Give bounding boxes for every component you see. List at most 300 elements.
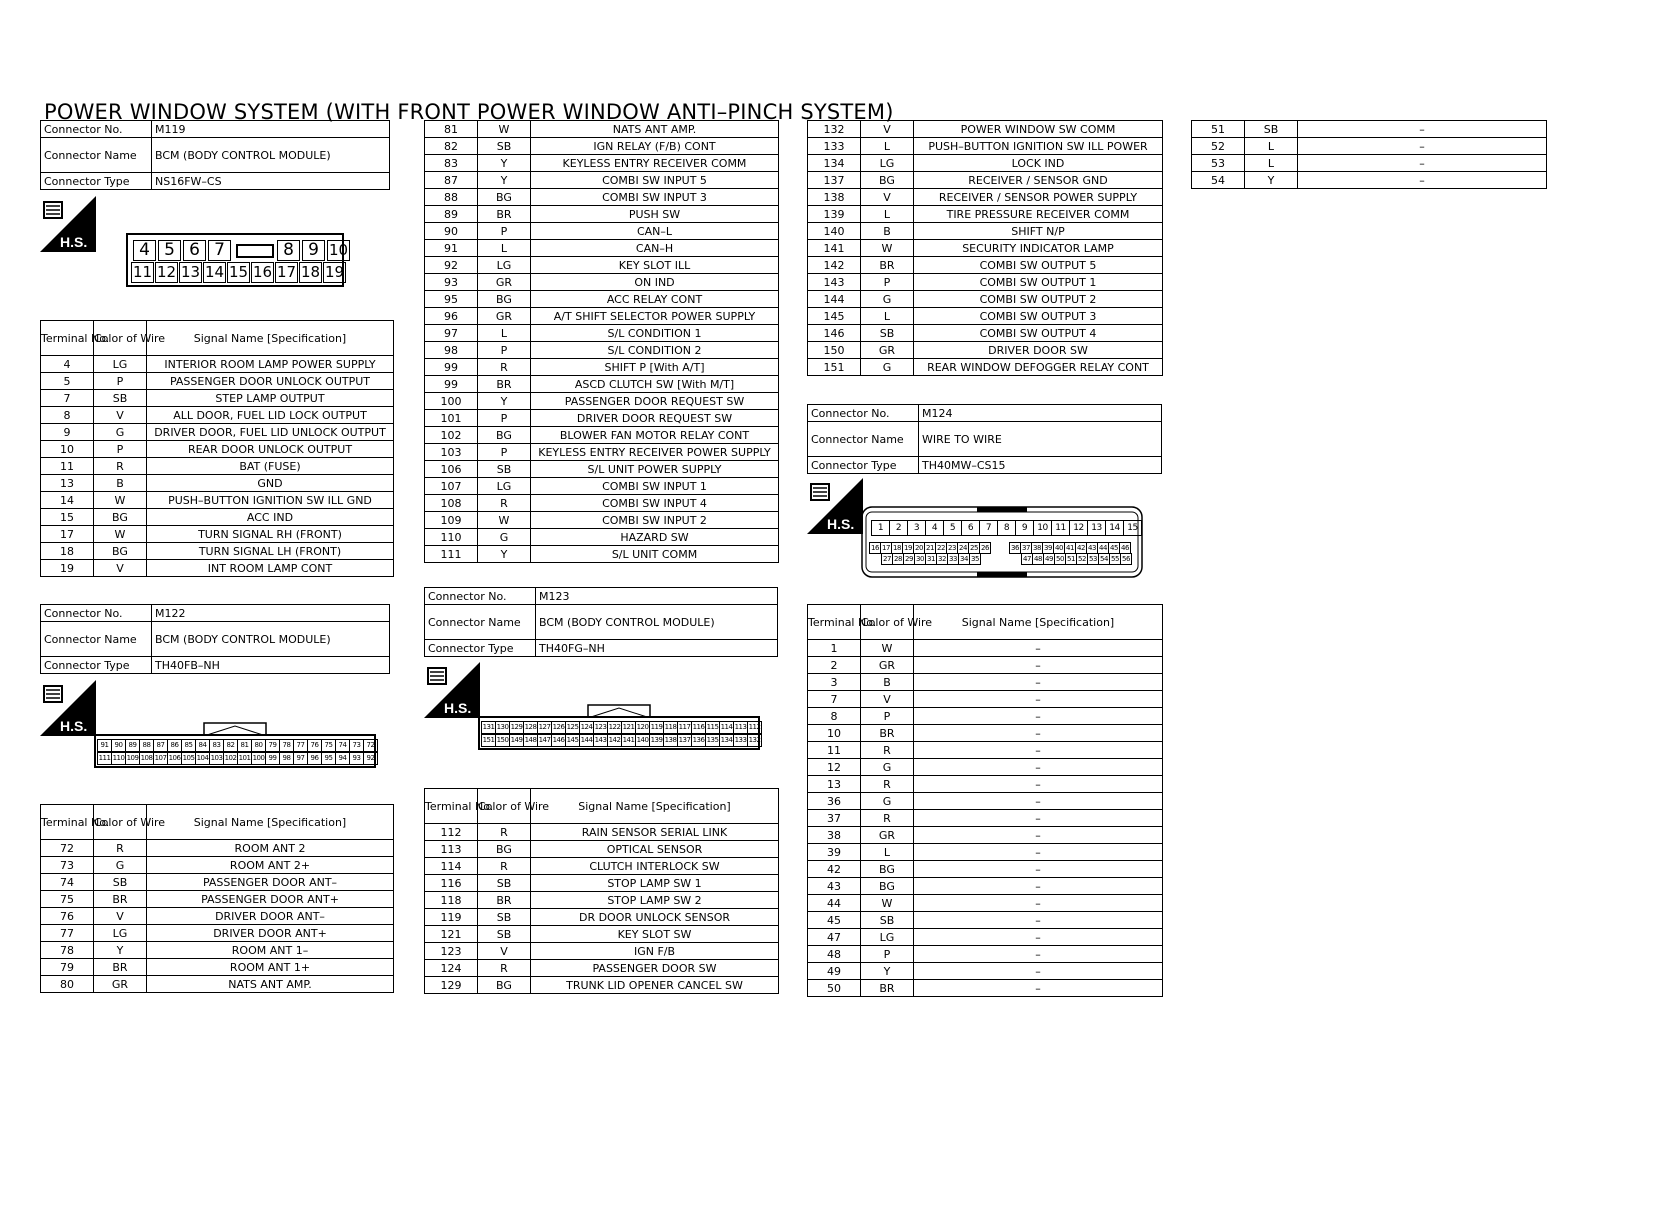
terminal-no-cell: 113 [425, 841, 478, 858]
table-row [808, 759, 1163, 776]
signal-name-cell: – [914, 793, 1163, 810]
table-row [425, 206, 779, 223]
table-row [41, 390, 394, 407]
connector-type-value: NS16FW–CS [152, 173, 390, 190]
wire-color-cell: SB [478, 875, 531, 892]
table-row [808, 793, 1163, 810]
terminal-no-cell: 8 [41, 407, 94, 424]
table-row [41, 560, 394, 577]
terminal-no-cell: 49 [808, 963, 861, 980]
wire-color-cell: GR [861, 657, 914, 674]
wire-color-cell: GR [478, 308, 531, 325]
pin: 12 [156, 263, 177, 281]
terminal-no-cell: 121 [425, 926, 478, 943]
pin: 144 [579, 734, 594, 747]
pin: 126 [551, 721, 566, 734]
signal-name-cell: SHIFT N/P [914, 223, 1163, 240]
table-row [1192, 172, 1547, 189]
signal-name-cell: – [914, 708, 1163, 725]
wire-color-cell: R [478, 960, 531, 977]
pin: 115 [705, 721, 720, 734]
signal-name-cell: DRIVER DOOR, FUEL LID UNLOCK OUTPUT [147, 424, 394, 441]
wire-color-cell: GR [861, 342, 914, 359]
table-row [808, 878, 1163, 895]
pin: 12 [1069, 520, 1088, 536]
wire-color-cell: B [861, 674, 914, 691]
terminal-no-cell: 11 [41, 458, 94, 475]
signal-name-cell: POWER WINDOW SW COMM [914, 121, 1163, 138]
table-row [808, 861, 1163, 878]
signal-name-cell: PASSENGER DOOR ANT+ [147, 891, 394, 908]
wire-color-cell: G [861, 359, 914, 376]
terminal-table-m122 [40, 804, 394, 993]
pin: 84 [195, 739, 210, 752]
wire-color-cell: LG [94, 925, 147, 942]
pin: 49 [1043, 553, 1055, 565]
wire-color-cell: W [861, 240, 914, 257]
pin: 35 [969, 553, 981, 565]
terminal-no-cell: 100 [425, 393, 478, 410]
table-row [425, 478, 779, 495]
pin: 14 [1105, 520, 1124, 536]
table-row [425, 841, 779, 858]
wire-color-cell: BR [94, 959, 147, 976]
pin: 28 [892, 553, 904, 565]
table-row [808, 121, 1163, 138]
signal-name-cell: COMBI SW OUTPUT 4 [914, 325, 1163, 342]
terminal-no-cell: 111 [425, 546, 478, 563]
pin: 6 [961, 520, 980, 536]
connector-info-m124 [807, 404, 1162, 474]
table-row [808, 206, 1163, 223]
pin: 16 [869, 542, 881, 554]
pin: 138 [663, 734, 678, 747]
table-row [425, 172, 779, 189]
pin: 94 [335, 752, 350, 765]
terminal-no-cell: 151 [808, 359, 861, 376]
pin: 142 [607, 734, 622, 747]
pin: 55 [1109, 553, 1121, 565]
pin: 34 [958, 553, 970, 565]
pin: 45 [1108, 542, 1120, 554]
signal-name-cell: – [914, 878, 1163, 895]
terminal-no-cell: 10 [808, 725, 861, 742]
pin: 13 [1087, 520, 1106, 536]
pin: 29 [903, 553, 915, 565]
terminal-no-cell: 48 [808, 946, 861, 963]
signal-name-cell: DRIVER DOOR SW [914, 342, 1163, 359]
signal-name-cell: IGN RELAY (F/B) CONT [531, 138, 779, 155]
table-row [425, 960, 779, 977]
wire-color-cell: R [94, 458, 147, 475]
connector-type-label: Connector Type [41, 657, 152, 674]
pin: 88 [139, 739, 154, 752]
terminal-no-cell: 98 [425, 342, 478, 359]
signal-name-cell: KEYLESS ENTRY RECEIVER COMM [531, 155, 779, 172]
table-row [41, 509, 394, 526]
wire-color-cell: LG [861, 929, 914, 946]
table-row [808, 912, 1163, 929]
pin: 146 [551, 734, 566, 747]
pin: 20 [913, 542, 925, 554]
table-row [425, 444, 779, 461]
wire-color-cell: W [861, 640, 914, 657]
terminal-no-cell: 118 [425, 892, 478, 909]
terminal-no-cell: 39 [808, 844, 861, 861]
wire-color-cell: L [1245, 155, 1298, 172]
wire-color-cell: SB [478, 138, 531, 155]
wire-color-cell: LG [478, 257, 531, 274]
signal-name-cell: – [914, 759, 1163, 776]
wire-color-cell: SB [94, 390, 147, 407]
terminal-no-cell: 89 [425, 206, 478, 223]
table-row [808, 325, 1163, 342]
pin: 27 [881, 553, 893, 565]
wire-color-cell: R [861, 810, 914, 827]
signal-name-cell: COMBI SW INPUT 2 [531, 512, 779, 529]
terminal-no-cell: 92 [425, 257, 478, 274]
table-row [1192, 138, 1547, 155]
pin: 5 [943, 520, 962, 536]
terminal-table-m119 [40, 320, 394, 577]
pin: 25 [968, 542, 980, 554]
pin: 15 [228, 263, 249, 281]
wire-color-cell: V [94, 908, 147, 925]
terminal-no-cell: 54 [1192, 172, 1245, 189]
terminal-no-cell: 11 [808, 742, 861, 759]
connector-info-m119 [40, 120, 390, 190]
signal-name-cell: ASCD CLUTCH SW [With M/T] [531, 376, 779, 393]
connector-no-value: M122 [152, 605, 390, 622]
wire-color-cell: P [861, 274, 914, 291]
table-row [41, 959, 394, 976]
pin: 147 [537, 734, 552, 747]
table-row [808, 674, 1163, 691]
hs-harness-icon [424, 662, 480, 718]
table-row [808, 640, 1163, 657]
pin: 31 [925, 553, 937, 565]
signal-name-cell: TURN SIGNAL LH (FRONT) [147, 543, 394, 560]
wire-color-cell: BG [478, 189, 531, 206]
terminal-no-cell: 15 [41, 509, 94, 526]
table-row [41, 475, 394, 492]
signal-name-cell: – [914, 776, 1163, 793]
pin: 7 [979, 520, 998, 536]
pin: 136 [691, 734, 706, 747]
pin: 151 [481, 734, 496, 747]
wire-color-cell: LG [861, 155, 914, 172]
pin: 95 [321, 752, 336, 765]
terminal-no-cell: 3 [808, 674, 861, 691]
signal-name-cell: DRIVER DOOR ANT– [147, 908, 394, 925]
terminal-no-cell: 17 [41, 526, 94, 543]
terminal-no-cell: 53 [1192, 155, 1245, 172]
signal-name-cell: RECEIVER / SENSOR POWER SUPPLY [914, 189, 1163, 206]
signal-name-cell: STEP LAMP OUTPUT [147, 390, 394, 407]
table-row [41, 925, 394, 942]
table-row [425, 138, 779, 155]
terminal-no-cell: 134 [808, 155, 861, 172]
wire-color-cell: R [478, 858, 531, 875]
wire-color-cell: G [861, 793, 914, 810]
pin: 132 [747, 734, 762, 747]
pin: 127 [537, 721, 552, 734]
pin: 105 [181, 752, 196, 765]
pin: 128 [523, 721, 538, 734]
pin: 80 [251, 739, 266, 752]
terminal-no-cell: 12 [808, 759, 861, 776]
terminal-no-cell: 88 [425, 189, 478, 206]
table-row [1192, 155, 1547, 172]
table-row [425, 427, 779, 444]
signal-name-cell: ALL DOOR, FUEL LID LOCK OUTPUT [147, 407, 394, 424]
connector-name-label: Connector Name [41, 622, 152, 657]
wire-color-cell: LG [94, 356, 147, 373]
pin: 14 [204, 263, 225, 281]
pin: 141 [621, 734, 636, 747]
wire-color-cell: W [861, 895, 914, 912]
pin: 112 [747, 721, 762, 734]
table-row [425, 393, 779, 410]
pin: 54 [1098, 553, 1110, 565]
wire-color-cell: BR [478, 206, 531, 223]
pin: 77 [293, 739, 308, 752]
wire-color-cell: BG [478, 427, 531, 444]
color-of-wire-header: Color of Wire [94, 321, 147, 356]
pin: 140 [635, 734, 650, 747]
terminal-no-cell: 2 [808, 657, 861, 674]
table-row [41, 424, 394, 441]
pin: 120 [635, 721, 650, 734]
pin: 91 [97, 739, 112, 752]
signal-name-cell: INT ROOM LAMP CONT [147, 560, 394, 577]
pin: 81 [237, 739, 252, 752]
terminal-no-cell: 75 [41, 891, 94, 908]
signal-name-cell: – [914, 810, 1163, 827]
table-row [808, 810, 1163, 827]
signal-name-cell: COMBI SW INPUT 3 [531, 189, 779, 206]
signal-name-header: Signal Name [Specification] [914, 605, 1163, 640]
pin: 78 [279, 739, 294, 752]
wire-color-cell: V [861, 691, 914, 708]
table-row [1192, 121, 1547, 138]
terminal-table-m124-cont [1191, 120, 1547, 189]
wire-color-cell: Y [478, 155, 531, 172]
connector-no-label: Connector No. [41, 605, 152, 622]
wire-color-cell: V [94, 407, 147, 424]
terminal-no-cell: 99 [425, 376, 478, 393]
signal-name-cell: S/L UNIT COMM [531, 546, 779, 563]
pin: 40 [1053, 542, 1065, 554]
table-row [425, 512, 779, 529]
connector-name-label: Connector Name [41, 138, 152, 173]
pin: 131 [481, 721, 496, 734]
pin: 114 [719, 721, 734, 734]
wire-color-cell: SB [94, 874, 147, 891]
table-row [425, 240, 779, 257]
wire-color-cell: GR [478, 274, 531, 291]
wire-color-cell: V [861, 189, 914, 206]
terminal-no-header: Terminal No. [425, 789, 478, 824]
terminal-no-cell: 123 [425, 943, 478, 960]
signal-name-cell: CAN–H [531, 240, 779, 257]
wire-color-cell: L [478, 325, 531, 342]
signal-name-cell: – [914, 844, 1163, 861]
wire-color-cell: BR [861, 725, 914, 742]
table-row [425, 410, 779, 427]
signal-name-cell: REAR DOOR UNLOCK OUTPUT [147, 441, 394, 458]
terminal-no-cell: 138 [808, 189, 861, 206]
pin: 74 [335, 739, 350, 752]
pin: 121 [621, 721, 636, 734]
terminal-no-cell: 119 [425, 909, 478, 926]
pin: 148 [523, 734, 538, 747]
connector-no-value: M124 [919, 405, 1162, 422]
table-row [808, 980, 1163, 997]
table-row [808, 359, 1163, 376]
table-row [41, 407, 394, 424]
wire-color-cell: BG [94, 543, 147, 560]
terminal-no-cell: 99 [425, 359, 478, 376]
pin: 26 [979, 542, 991, 554]
pin: 79 [265, 739, 280, 752]
signal-name-cell: KEY SLOT SW [531, 926, 779, 943]
terminal-no-cell: 9 [41, 424, 94, 441]
svg-text:H.S.: H.S. [60, 718, 88, 734]
pin: 13 [180, 263, 201, 281]
wire-color-cell: BG [478, 977, 531, 994]
wire-color-cell: W [94, 526, 147, 543]
pin: 93 [349, 752, 364, 765]
signal-name-header: Signal Name [Specification] [147, 321, 394, 356]
terminal-no-cell: 14 [41, 492, 94, 509]
pin: 8 [997, 520, 1016, 536]
signal-name-cell: DR DOOR UNLOCK SENSOR [531, 909, 779, 926]
terminal-no-cell: 13 [808, 776, 861, 793]
signal-name-cell: – [914, 912, 1163, 929]
signal-name-cell: COMBI SW OUTPUT 2 [914, 291, 1163, 308]
wire-color-cell: W [478, 121, 531, 138]
wire-color-cell: L [861, 138, 914, 155]
connector-no-label: Connector No. [41, 121, 152, 138]
pin: 107 [153, 752, 168, 765]
terminal-no-cell: 47 [808, 929, 861, 946]
terminal-no-cell: 101 [425, 410, 478, 427]
pin: 39 [1042, 542, 1054, 554]
signal-name-cell: CLUTCH INTERLOCK SW [531, 858, 779, 875]
pin: 100 [251, 752, 266, 765]
signal-name-cell: – [1298, 155, 1547, 172]
connector-type-label: Connector Type [425, 640, 536, 657]
connector-m123-face [478, 702, 760, 750]
pin: 123 [593, 721, 608, 734]
pin: 8 [277, 240, 300, 261]
color-of-wire-header: Color of Wire [478, 789, 531, 824]
signal-name-cell: – [914, 725, 1163, 742]
signal-name-cell: REAR WINDOW DEFOGGER RELAY CONT [914, 359, 1163, 376]
wire-color-cell: BG [478, 291, 531, 308]
terminal-no-cell: 51 [1192, 121, 1245, 138]
table-row [808, 189, 1163, 206]
pin: 10 [1033, 520, 1052, 536]
terminal-no-cell: 124 [425, 960, 478, 977]
wire-color-cell: BG [861, 861, 914, 878]
pin: 98 [279, 752, 294, 765]
signal-name-cell: – [914, 742, 1163, 759]
signal-name-cell: – [914, 640, 1163, 657]
pin: 86 [167, 739, 182, 752]
pin: 116 [691, 721, 706, 734]
pin: 125 [565, 721, 580, 734]
terminal-no-cell: 110 [425, 529, 478, 546]
signal-name-cell: RAIN SENSOR SERIAL LINK [531, 824, 779, 841]
pin: 41 [1064, 542, 1076, 554]
terminal-no-cell: 144 [808, 291, 861, 308]
signal-name-cell: TRUNK LID OPENER CANCEL SW [531, 977, 779, 994]
table-row [425, 308, 779, 325]
signal-name-cell: RECEIVER / SENSOR GND [914, 172, 1163, 189]
wire-color-cell: BG [94, 509, 147, 526]
connector-no-label: Connector No. [808, 405, 919, 422]
signal-name-cell: CAN–L [531, 223, 779, 240]
connector-type-value: TH40MW–CS15 [919, 457, 1162, 474]
table-row [425, 121, 779, 138]
signal-name-cell: NATS ANT AMP. [147, 976, 394, 993]
signal-name-cell: INTERIOR ROOM LAMP POWER SUPPLY [147, 356, 394, 373]
terminal-no-cell: 42 [808, 861, 861, 878]
table-row [808, 742, 1163, 759]
wire-color-cell: R [478, 495, 531, 512]
terminal-no-cell: 93 [425, 274, 478, 291]
table-row [425, 909, 779, 926]
terminal-no-cell: 140 [808, 223, 861, 240]
pin: 11 [1051, 520, 1070, 536]
wire-color-cell: P [861, 946, 914, 963]
signal-name-cell: PASSENGER DOOR REQUEST SW [531, 393, 779, 410]
pin: 139 [649, 734, 664, 747]
terminal-no-header: Terminal No. [41, 321, 94, 356]
wire-color-cell: SB [478, 926, 531, 943]
terminal-no-header: Terminal No. [808, 605, 861, 640]
pin: 19 [902, 542, 914, 554]
signal-name-cell: HAZARD SW [531, 529, 779, 546]
wire-color-cell: V [478, 943, 531, 960]
table-row [425, 155, 779, 172]
pin: 101 [237, 752, 252, 765]
table-row [808, 155, 1163, 172]
pin: 97 [293, 752, 308, 765]
wire-color-cell: L [861, 308, 914, 325]
pin: 92 [363, 752, 378, 765]
wire-color-cell: B [94, 475, 147, 492]
svg-text:H.S.: H.S. [60, 234, 88, 250]
pin: 89 [125, 739, 140, 752]
terminal-no-cell: 145 [808, 308, 861, 325]
terminal-no-cell: 10 [41, 441, 94, 458]
table-row [425, 376, 779, 393]
pin: 134 [719, 734, 734, 747]
pin: 106 [167, 752, 182, 765]
pin: 110 [111, 752, 126, 765]
pin: 137 [677, 734, 692, 747]
table-row [41, 543, 394, 560]
wire-color-cell: R [478, 824, 531, 841]
signal-name-header: Signal Name [Specification] [531, 789, 779, 824]
table-row [425, 342, 779, 359]
pin: 36 [1009, 542, 1021, 554]
signal-name-cell: COMBI SW INPUT 4 [531, 495, 779, 512]
pin: 42 [1075, 542, 1087, 554]
